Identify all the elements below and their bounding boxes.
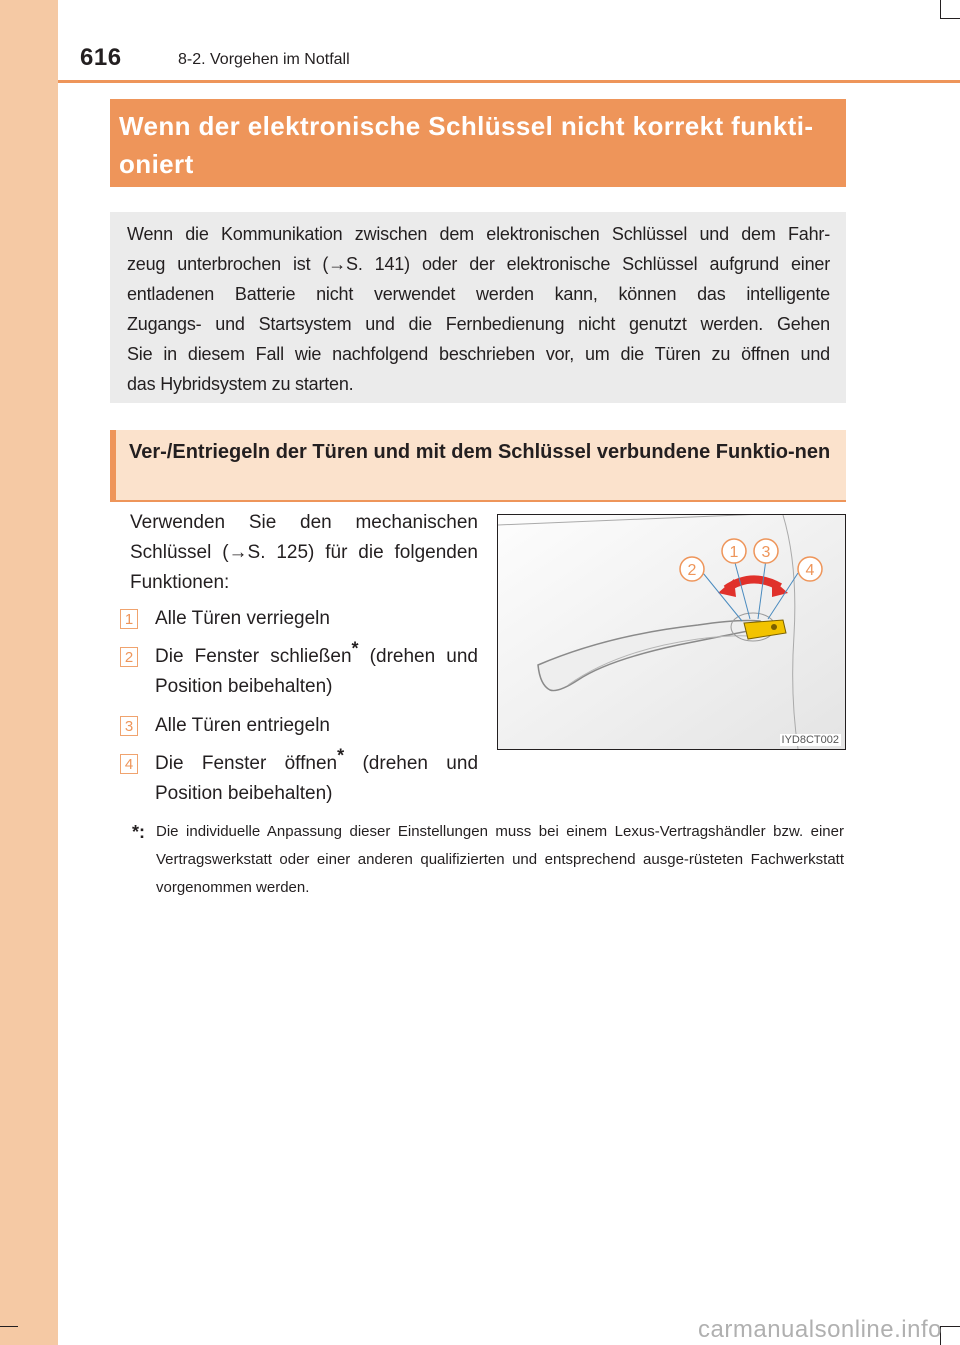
intro-line: Wenn die Kommunikation zwischen dem elektronischen Schlüssel und dem Fahr-: [127, 224, 830, 244]
main-heading: Wenn der elektronische Schlüssel nicht korrekt funkti-oniert: [110, 99, 846, 187]
item-label: Alle Türen verriegeln: [155, 608, 330, 629]
door-handle-drawing: [498, 515, 845, 749]
item-number-badge: 4: [120, 754, 138, 774]
body-paragraph: Verwenden Sie den mechanischen Schlüssel (→S. 125) für die folgenden Funktionen:: [130, 512, 478, 593]
item-label: Die Fenster öffnen: [155, 753, 338, 774]
intro-line: zeug unterbrochen ist (→S. 141) oder der elektronische Schlüssel aufgrund einer: [127, 254, 830, 274]
crop-mark: [940, 1326, 960, 1327]
footnote-text: Die individuelle Anpassung dieser Einstellungen muss bei einem Lexus-Vertragshändler bzw. einer Vertragswerkstatt oder einer anderen qualifizierten und entsprechend ausge-rüsteten Fachwerkstatt vorgenommen werden.: [156, 823, 844, 896]
item-number-badge: 2: [120, 647, 138, 667]
callout-label-4: 4: [805, 562, 815, 579]
chapter-title: 8-2. Vorgehen im Notfall: [178, 51, 350, 68]
item-text: [155, 711, 478, 741]
callout-label-1: 1: [729, 544, 739, 561]
intro-line: Zugangs- und Startsystem und die Fernbedienung nicht genutzt werden. Gehen: [127, 314, 830, 334]
crop-mark: [940, 18, 960, 19]
key-hole: [771, 624, 777, 630]
item-number-badge: 3: [120, 716, 138, 736]
intro-line: Sie in diesem Fall wie nachfolgend beschrieben vor, um die Türen zu öffnen und: [127, 344, 830, 364]
intro-paragraph: [110, 212, 846, 403]
item-label: Alle Türen entriegeln: [155, 715, 330, 736]
item-number-badge: 1: [120, 609, 138, 629]
crop-mark: [940, 0, 941, 18]
item-suffix: (drehen und Position beibehalten): [155, 753, 479, 804]
callout-label-2: 2: [687, 562, 697, 579]
page-number: 616: [80, 44, 122, 71]
section-heading: Ver-/Entriegeln der Türen und mit dem Schlüssel verbundene Funktio-nen: [110, 430, 846, 500]
figure-code: IYD8CT002: [781, 734, 839, 746]
intro-line: das Hybridsystem zu starten.: [127, 374, 354, 394]
item-text: [155, 604, 478, 634]
item-suffix: (drehen und Position beibehalten): [155, 646, 478, 697]
item-text: [155, 745, 479, 809]
asterisk: *: [337, 745, 345, 766]
footnote-mark: *:: [132, 822, 145, 842]
asterisk: *: [351, 638, 359, 659]
callout-label-3: 3: [761, 544, 771, 561]
door-handle-illustration: [497, 514, 846, 750]
crop-mark: [0, 1326, 18, 1327]
side-margin-band: [0, 0, 58, 1345]
footnote: [132, 818, 844, 902]
watermark: carmanualsonline.info: [698, 1316, 942, 1343]
header-rule: [58, 80, 960, 83]
item-text: [155, 638, 478, 702]
intro-line: entladenen Batterie nicht verwendet werden kann, können das intelligente: [127, 284, 830, 304]
item-label: Die Fenster schließen: [155, 646, 352, 667]
